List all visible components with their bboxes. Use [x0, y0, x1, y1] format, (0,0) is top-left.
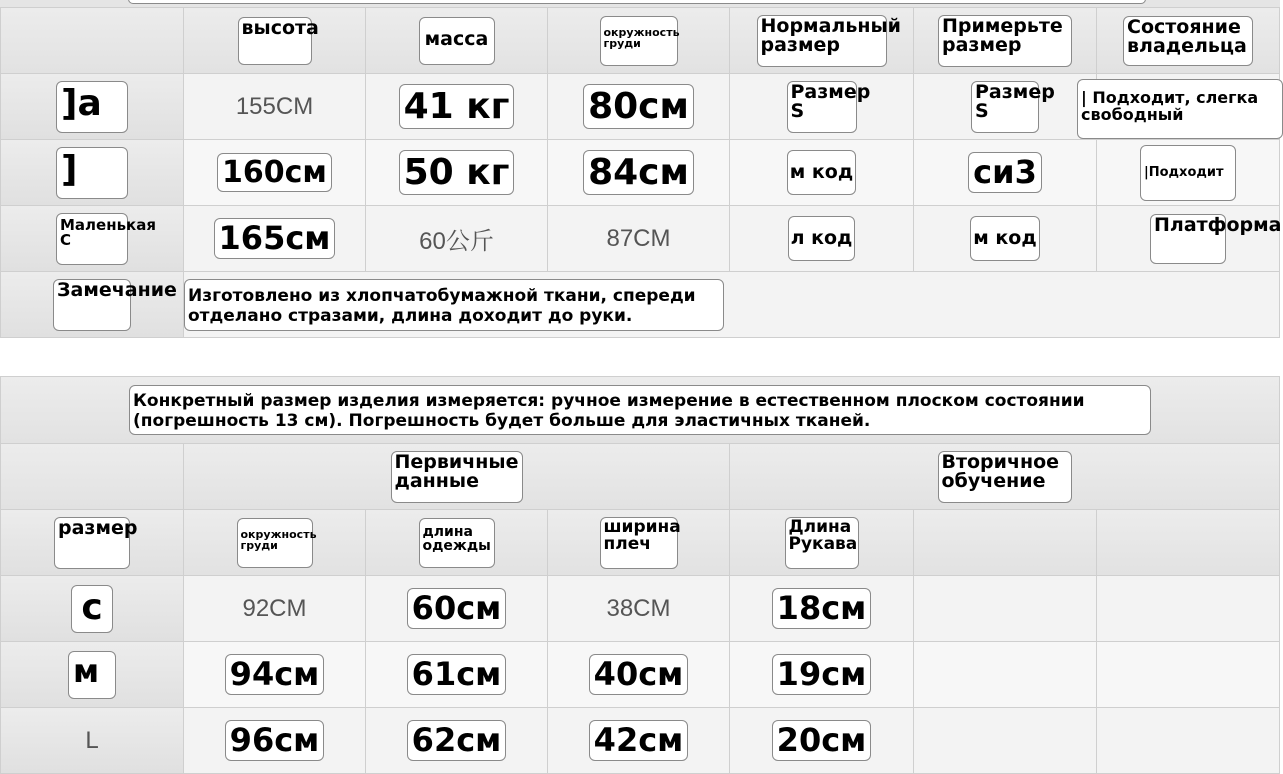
- owner-state-cell: [1097, 206, 1280, 272]
- group-header-row: [1, 444, 1280, 510]
- sleeve-value: 19см: [772, 654, 872, 695]
- header-normal-size-label: Нормальный размер: [757, 15, 887, 67]
- empty-header-cell: [1097, 510, 1280, 576]
- chest-cell: [184, 576, 366, 642]
- chest-value: 87CM: [606, 224, 671, 252]
- model-fit-table: [0, 7, 1280, 338]
- height-cell: [184, 140, 366, 206]
- row-label: ]: [56, 147, 128, 199]
- sleeve-value: 18см: [772, 588, 872, 629]
- empty-cell: [1097, 708, 1280, 774]
- chest-cell: [548, 206, 730, 272]
- try-size-value: Размер S: [971, 81, 1039, 133]
- shoulder-cell: [548, 642, 730, 708]
- try-size-cell: [914, 74, 1097, 140]
- height-value: 155CM: [235, 92, 314, 120]
- normal-size-value: Размер S: [787, 81, 857, 133]
- weight-value: 41 кг: [399, 84, 515, 130]
- row-label-cell: [1, 708, 184, 774]
- height-value: 160см: [217, 153, 332, 192]
- header-size: [1, 510, 184, 576]
- note-label-cell: [1, 272, 184, 338]
- weight-cell: [366, 74, 548, 140]
- table-row: [1, 140, 1280, 206]
- header-height: [184, 8, 366, 74]
- length-cell: [366, 576, 548, 642]
- shoulder-cell: [548, 708, 730, 774]
- header-length: [366, 510, 548, 576]
- group-primary-cell: [184, 444, 730, 510]
- header-chest: [548, 8, 730, 74]
- owner-state-cell: [1097, 140, 1280, 206]
- header-height-label: высота: [238, 17, 312, 65]
- row-label-cell: [1, 140, 184, 206]
- row-label: с: [71, 585, 113, 633]
- chest-cell: [184, 708, 366, 774]
- header-size-label: размер: [54, 517, 130, 569]
- shoulder-cell: [548, 576, 730, 642]
- chest-cell: [548, 74, 730, 140]
- row-label: L: [85, 726, 99, 754]
- table-row: [1, 576, 1280, 642]
- normal-size-cell: [730, 140, 914, 206]
- header-length-label: длина одежды: [419, 518, 495, 568]
- sleeve-cell: [730, 642, 914, 708]
- owner-state-value: | Подходит, слегка свободный: [1077, 79, 1283, 139]
- shoulder-value: 42см: [589, 720, 689, 761]
- shoulder-value: 40см: [589, 654, 689, 695]
- empty-cell: [914, 708, 1097, 774]
- row-label-cell: [1, 74, 184, 140]
- group-secondary-label: Вторичное обучение: [938, 451, 1072, 503]
- row-label-cell: [1, 576, 184, 642]
- shoulder-value: 38CM: [606, 594, 671, 622]
- row-label: м: [68, 651, 116, 699]
- measurement-note: Конкретный размер изделия измеряется: ручное измерение в естественном плоском состоянии (погрешность 13 см). Погрешность будет больше для эластичных тканей.: [129, 385, 1151, 435]
- try-size-value: м код: [970, 216, 1039, 262]
- chest-value: 80см: [583, 84, 694, 130]
- header-shoulder: [548, 510, 730, 576]
- chest-value: 96см: [225, 720, 325, 761]
- note-text: Изготовлено из хлопчатобумажной ткани, спереди отделано стразами, длина доходит до руки.: [184, 279, 724, 331]
- empty-cell: [914, 642, 1097, 708]
- header-weight-label: масса: [419, 17, 495, 65]
- empty-header-cell: [914, 510, 1097, 576]
- length-value: 60см: [407, 588, 507, 629]
- length-value: 61см: [407, 654, 507, 695]
- row-label: Маленькая С: [56, 213, 128, 265]
- empty-cell: [914, 576, 1097, 642]
- owner-state-value: Платформа: [1150, 214, 1226, 264]
- row-label-cell: [1, 642, 184, 708]
- header-normal-size: [730, 8, 914, 74]
- table-row: [1, 206, 1280, 272]
- sleeve-value: 20см: [772, 720, 872, 761]
- length-cell: [366, 708, 548, 774]
- try-size-cell: [914, 140, 1097, 206]
- normal-size-value: л код: [788, 216, 856, 262]
- header-chest-label: окружность груди: [237, 518, 313, 568]
- header-shoulder-label: ширина плеч: [600, 517, 678, 569]
- normal-size-value: м код: [787, 150, 856, 196]
- weight-value: 50 кг: [399, 150, 515, 196]
- note-text-cell: [184, 272, 1280, 338]
- header-sleeve: [730, 510, 914, 576]
- weight-cell: [366, 206, 548, 272]
- table-row: [1, 708, 1280, 774]
- try-size-cell: [914, 206, 1097, 272]
- model-fit-header-row: [1, 8, 1280, 74]
- height-cell: [184, 74, 366, 140]
- group-secondary-cell: [730, 444, 1280, 510]
- height-cell: [184, 206, 366, 272]
- weight-value: 60公斤: [419, 228, 494, 255]
- sleeve-cell: [730, 576, 914, 642]
- group-primary-label: Первичные данные: [391, 451, 523, 503]
- corner-cell: [1, 8, 184, 74]
- header-sleeve-label: Длина Рукава: [785, 517, 859, 569]
- row-label: ]а: [56, 81, 128, 133]
- chest-value: 94см: [225, 654, 325, 695]
- normal-size-cell: [730, 74, 914, 140]
- table-row: [1, 642, 1280, 708]
- note-label: Замечание: [53, 279, 131, 331]
- chest-cell: [548, 140, 730, 206]
- header-try-size: [914, 8, 1097, 74]
- header-chest: [184, 510, 366, 576]
- empty-cell: [1097, 576, 1280, 642]
- try-size-value: си3: [968, 152, 1042, 193]
- row-label-cell: [1, 206, 184, 272]
- corner-cell: [1, 444, 184, 510]
- note-row: [1, 272, 1280, 338]
- chest-value: 92CM: [242, 594, 307, 622]
- length-value: 62см: [407, 720, 507, 761]
- banner-row: [1, 377, 1280, 444]
- measurement-header-row: [1, 510, 1280, 576]
- owner-state-value: |Подходит: [1140, 145, 1236, 201]
- header-chest-label: окружность груди: [600, 16, 678, 66]
- previous-section-label-box: [128, 0, 1146, 4]
- sleeve-cell: [730, 708, 914, 774]
- table-row: [1, 74, 1280, 140]
- header-weight: [366, 8, 548, 74]
- weight-cell: [366, 140, 548, 206]
- normal-size-cell: [730, 206, 914, 272]
- measurement-table: [0, 376, 1280, 774]
- length-cell: [366, 642, 548, 708]
- header-owner-state-label: Состояние владельца: [1123, 16, 1253, 66]
- header-owner-state: [1097, 8, 1280, 74]
- chest-cell: [184, 642, 366, 708]
- chest-value: 84см: [583, 150, 694, 196]
- height-value: 165см: [214, 218, 336, 259]
- empty-cell: [1097, 642, 1280, 708]
- header-try-size-label: Примерьте размер: [938, 15, 1072, 67]
- banner-cell: [1, 377, 1280, 444]
- owner-state-cell: [1081, 74, 1280, 140]
